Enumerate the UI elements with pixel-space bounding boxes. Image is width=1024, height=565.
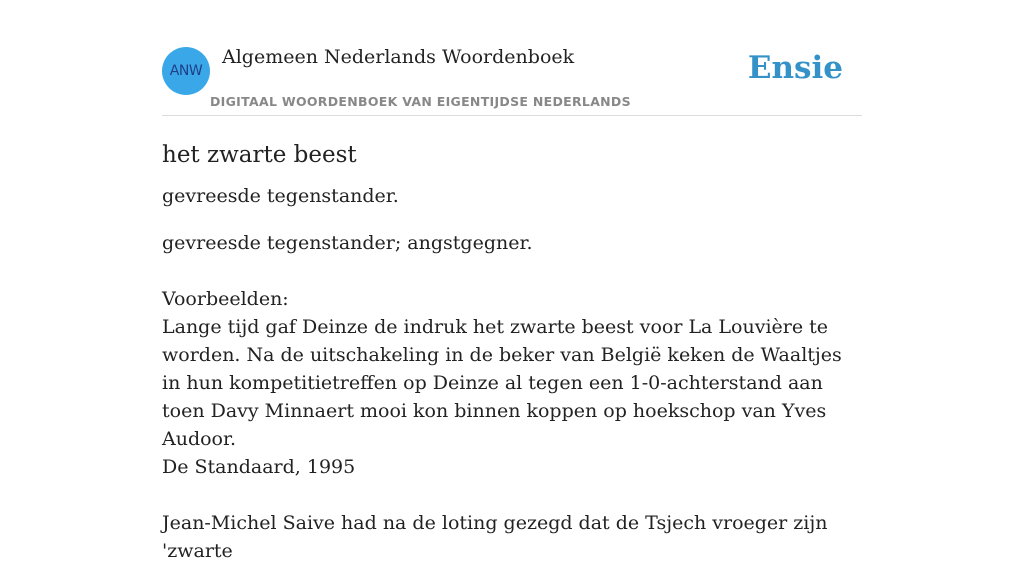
example-item <box>162 509 862 565</box>
anw-logo[interactable]: ANW <box>162 47 210 95</box>
ensie-logo[interactable]: Ensie <box>747 50 843 86</box>
site-title[interactable]: Algemeen Nederlands Woordenboek <box>222 46 575 68</box>
example-source: De Standaard, 1995 <box>162 456 356 478</box>
short-definition: gevreesde tegenstander. <box>162 185 399 207</box>
definition: gevreesde tegenstander; angstgegner. <box>162 232 533 254</box>
example-text: Jean-Michel Saive had na de loting gezegd dat de Tsjech vroeger zijn 'zwarte <box>162 512 828 562</box>
site-subtitle: DIGITAAL WOORDENBOEK VAN EIGENTIJDSE NEDERLANDS <box>210 94 631 109</box>
site-header <box>162 0 862 116</box>
example-text: Lange tijd gaf Deinze de indruk het zwarte beest voor La Louvière te worden. Na de uitschakeling in de beker van België keken de Waaltjes in hun kompetitietreffen op Deinze al tegen een 1-0-achterstand aan toen Davy Minnaert mooi kon binnen koppen op hoekschop van Yves Audoor. <box>162 316 842 450</box>
examples-section <box>162 285 862 565</box>
examples-label: Voorbeelden: <box>162 288 289 310</box>
entry-title: het zwarte beest <box>162 142 357 168</box>
example-item <box>162 313 862 481</box>
main-content <box>162 0 862 565</box>
